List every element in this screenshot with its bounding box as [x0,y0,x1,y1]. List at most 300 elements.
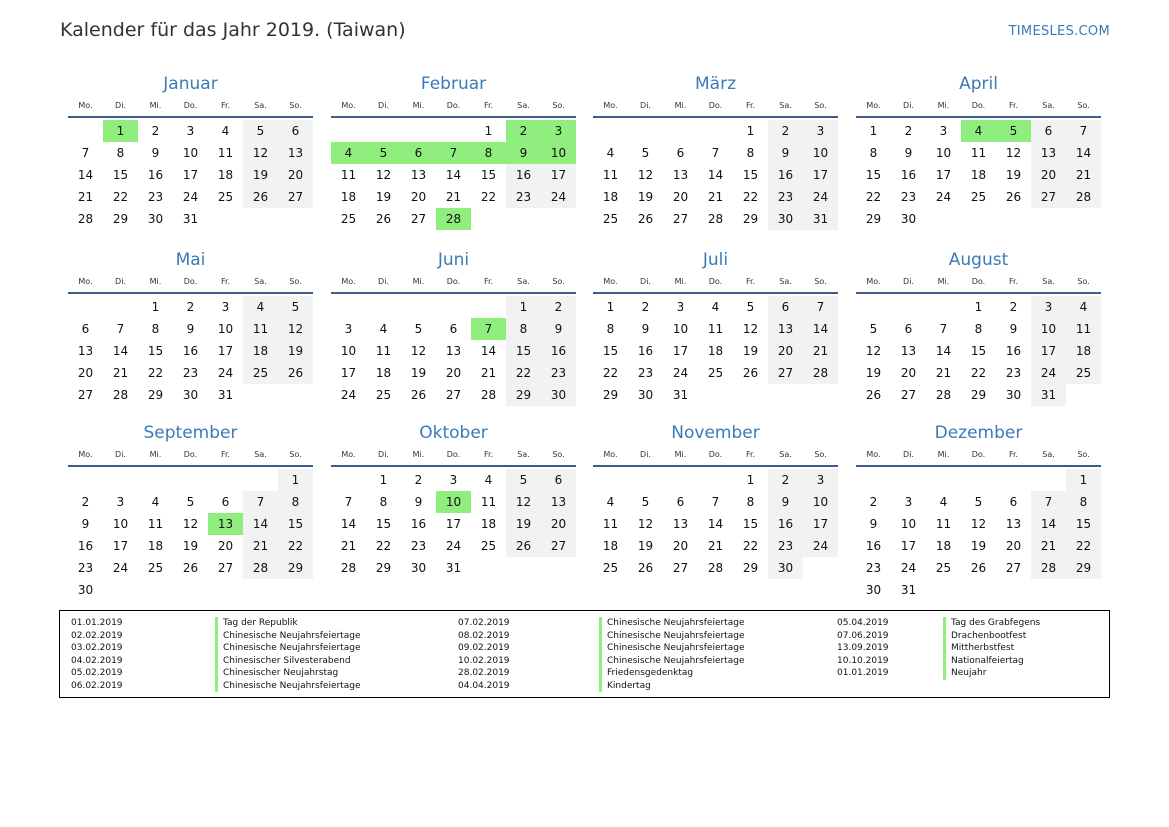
day-cell: 20 [672,539,689,553]
day-cell: 29 [112,212,129,226]
weekday-label: So. [814,101,827,110]
weekday-label: Do. [183,277,198,286]
day-cell: 24 [935,190,952,204]
day-cell: 21 [340,539,357,553]
weekday-label: Mo. [341,450,356,459]
month-juli [593,249,838,406]
day-cell: 25 [707,366,724,380]
weekday-label: Mo. [341,277,356,286]
header-rule [856,465,1101,467]
day-cell: 21 [77,190,94,204]
day-cell: 22 [602,366,619,380]
holiday-day-cell: 4 [961,120,996,142]
empty-cell [628,120,663,142]
day-cell: 29 [602,388,619,402]
holiday-day-cell: 7 [436,142,471,164]
day-cell: 28 [340,561,357,575]
holiday-day-cell: 3 [541,120,576,142]
weekday-label: Mo. [603,450,618,459]
day-cell: 2 [768,469,803,491]
day-cell: 16 [768,164,803,186]
day-cell: 24 [541,186,576,208]
day-cell: 27 [1031,186,1066,208]
weekday-label: Mi. [937,450,950,459]
weekday-header [68,99,313,113]
day-cell: 16 [900,168,917,182]
header-rule [593,465,838,467]
legend-date: 10.10.2019 [837,655,889,666]
day-cell: 23 [77,561,94,575]
weekday-label: Mi. [674,450,687,459]
month-august [856,249,1101,406]
day-cell: 8 [1066,491,1101,513]
weekday-label: Mo. [603,101,618,110]
day-cell: 18 [243,340,278,362]
day-cell: 11 [147,517,164,531]
day-cell: 12 [182,517,199,531]
day-cell: 20 [445,366,462,380]
day-grid [593,120,838,230]
day-cell: 13 [445,344,462,358]
day-cell: 31 [182,212,199,226]
weekday-label: Do. [183,101,198,110]
weekday-label: Sa. [517,277,530,286]
day-cell: 11 [1066,318,1101,340]
day-cell: 13 [541,491,576,513]
holiday-day-cell: 2 [506,120,541,142]
day-cell: 16 [410,517,427,531]
day-cell: 31 [445,561,462,575]
day-cell: 10 [1031,318,1066,340]
day-cell: 5 [974,495,983,509]
day-cell: 27 [410,212,427,226]
day-cell: 27 [278,186,313,208]
legend-date: 04.04.2019 [458,680,510,691]
day-cell: 23 [637,366,654,380]
day-cell: 3 [116,495,125,509]
day-cell: 21 [935,366,952,380]
empty-cell [593,120,628,142]
weekday-label: Mi. [149,277,162,286]
day-cell: 20 [1005,539,1022,553]
legend-date: 07.02.2019 [458,618,510,628]
day-cell: 1 [379,473,388,487]
day-cell: 15 [742,517,759,531]
day-cell: 9 [414,495,423,509]
day-cell: 6 [768,296,803,318]
legend-holiday-name: Chinesische Neujahrsfeiertage [215,680,360,693]
day-cell: 19 [243,164,278,186]
month-februar [331,73,576,230]
day-cell: 24 [112,561,129,575]
weekday-label: Do. [971,101,986,110]
day-cell: 6 [1031,120,1066,142]
empty-cell [208,469,243,491]
day-cell: 23 [768,535,803,557]
legend-holiday-name: Chinesischer Neujahrstag [215,667,360,680]
day-cell: 20 [410,190,427,204]
weekday-label: Fr. [220,101,231,110]
day-grid [856,469,1101,601]
empty-cell [401,296,436,318]
month-name: Dezember [934,423,1023,443]
weekday-label: Fr. [1008,101,1019,110]
day-cell: 21 [707,190,724,204]
weekday-label: Sa. [1042,277,1055,286]
day-cell: 11 [243,318,278,340]
day-cell: 25 [935,561,952,575]
day-cell: 28 [707,561,724,575]
day-cell: 31 [900,583,917,597]
weekday-label: Mi. [937,101,950,110]
day-cell: 7 [1066,120,1101,142]
day-cell: 13 [900,344,917,358]
legend-holiday-name: Chinesische Neujahrsfeiertage [599,655,744,668]
day-cell: 15 [970,344,987,358]
weekday-label: Mo. [866,277,881,286]
day-cell: 13 [77,344,94,358]
empty-cell [366,120,401,142]
day-cell: 21 [112,366,129,380]
empty-cell [436,120,471,142]
weekday-label: Mi. [149,450,162,459]
weekday-label: So. [814,450,827,459]
month-november [593,422,838,579]
day-cell: 24 [1031,362,1066,384]
day-cell: 3 [904,495,913,509]
day-cell: 28 [1066,186,1101,208]
day-cell: 30 [768,557,803,579]
day-cell: 27 [217,561,234,575]
day-cell: 6 [449,322,458,336]
header-rule [68,292,313,294]
day-cell: 30 [410,561,427,575]
header-rule [856,292,1101,294]
month-mai [68,249,313,406]
day-cell: 27 [541,535,576,557]
day-cell: 29 [1066,557,1101,579]
day-cell: 18 [340,190,357,204]
day-cell: 12 [970,517,987,531]
empty-cell [401,120,436,142]
day-cell: 9 [869,517,878,531]
day-cell: 20 [1031,164,1066,186]
day-cell: 19 [182,539,199,553]
day-cell: 9 [81,517,90,531]
day-cell: 16 [147,168,164,182]
day-cell: 12 [637,168,654,182]
day-cell: 21 [243,535,278,557]
day-cell: 19 [1005,168,1022,182]
weekday-header [68,448,313,462]
day-cell: 3 [676,300,685,314]
day-cell: 1 [278,469,313,491]
weekday-label: Di. [903,277,914,286]
day-cell: 21 [707,539,724,553]
day-cell: 7 [344,495,353,509]
day-cell: 25 [243,362,278,384]
day-cell: 8 [974,322,983,336]
day-cell: 11 [480,495,497,509]
day-cell: 20 [541,513,576,535]
day-cell: 17 [803,513,838,535]
day-cell: 22 [506,362,541,384]
holiday-day-cell: 10 [436,491,471,513]
day-cell: 10 [935,146,952,160]
day-cell: 16 [77,539,94,553]
weekday-label: Di. [903,101,914,110]
legend-date: 03.02.2019 [71,643,123,653]
weekday-label: Mo. [78,101,93,110]
legend-holiday-name: Chinesische Neujahrsfeiertage [215,630,360,643]
weekday-label: Sa. [517,450,530,459]
holiday-day-cell: 8 [471,142,506,164]
holiday-day-cell: 5 [996,120,1031,142]
day-cell: 28 [935,388,952,402]
month-name: August [948,250,1009,270]
day-cell: 14 [243,513,278,535]
weekday-label: So. [1077,450,1090,459]
day-cell: 15 [1066,513,1101,535]
weekday-label: Fr. [745,277,756,286]
day-cell: 14 [445,168,462,182]
day-cell: 16 [637,344,654,358]
day-cell: 30 [147,212,164,226]
empty-cell [891,469,926,491]
empty-cell [961,469,996,491]
day-cell: 20 [278,164,313,186]
weekday-label: Fr. [220,277,231,286]
site-link[interactable]: TIMESLES.COM [1008,24,1110,39]
day-cell: 18 [707,344,724,358]
weekday-label: Mo. [341,101,356,110]
day-cell: 18 [602,539,619,553]
day-grid [856,120,1101,230]
day-cell: 22 [147,366,164,380]
day-cell: 8 [506,318,541,340]
day-cell: 15 [602,344,619,358]
empty-cell [698,469,733,491]
day-cell: 22 [742,190,759,204]
month-name: Juni [437,250,470,270]
day-cell: 26 [506,535,541,557]
month-name: Januar [163,74,218,94]
day-cell: 19 [278,340,313,362]
weekday-label: Sa. [779,450,792,459]
day-cell: 19 [970,539,987,553]
legend-date: 13.09.2019 [837,643,889,653]
day-cell: 2 [151,124,160,138]
weekday-label: Di. [115,450,126,459]
month-märz [593,73,838,230]
day-cell: 4 [711,300,720,314]
day-cell: 8 [606,322,615,336]
legend-holiday-name: Drachenbootfest [943,630,1040,643]
day-cell: 12 [506,491,541,513]
day-cell: 14 [803,318,838,340]
weekday-label: Sa. [779,277,792,286]
day-cell: 25 [970,190,987,204]
legend-date: 01.01.2019 [71,618,123,628]
empty-cell [926,469,961,491]
day-cell: 26 [278,362,313,384]
empty-cell [103,469,138,491]
day-cell: 7 [1031,491,1066,513]
weekday-label: Di. [115,101,126,110]
weekday-label: Mi. [412,101,425,110]
day-cell: 10 [803,491,838,513]
weekday-label: Mi. [674,277,687,286]
month-name: Mai [175,250,206,270]
day-cell: 11 [935,517,952,531]
day-cell: 16 [1005,344,1022,358]
legend-name-column [943,617,1040,680]
day-cell: 4 [484,473,493,487]
header-rule [68,116,313,118]
day-cell: 3 [186,124,195,138]
day-cell: 16 [865,539,882,553]
day-cell: 26 [375,212,392,226]
header-rule [593,116,838,118]
legend-date: 05.02.2019 [71,668,123,678]
day-cell: 25 [1066,362,1101,384]
empty-cell [331,296,366,318]
month-september [68,422,313,601]
day-grid [593,469,838,579]
day-cell: 11 [602,517,619,531]
day-cell: 21 [480,366,497,380]
day-cell: 8 [746,146,755,160]
day-cell: 7 [711,146,720,160]
weekday-label: Fr. [483,101,494,110]
weekday-label: Di. [640,277,651,286]
weekday-label: Mo. [603,277,618,286]
empty-cell [68,469,103,491]
day-cell: 7 [243,491,278,513]
day-cell: 14 [707,517,724,531]
day-cell: 8 [746,495,755,509]
day-cell: 5 [746,300,755,314]
day-cell: 29 [375,561,392,575]
day-cell: 17 [900,539,917,553]
day-cell: 16 [182,344,199,358]
day-cell: 12 [637,517,654,531]
day-cell: 19 [637,190,654,204]
day-cell: 6 [904,322,913,336]
empty-cell [891,296,926,318]
day-cell: 13 [1031,142,1066,164]
day-cell: 10 [803,142,838,164]
day-cell: 28 [1031,557,1066,579]
empty-cell [138,469,173,491]
day-cell: 25 [375,388,392,402]
day-cell: 12 [243,142,278,164]
day-cell: 17 [1031,340,1066,362]
legend-date-column [71,617,123,692]
legend-holiday-name: Nationalfeiertag [943,655,1040,668]
month-name: September [143,423,238,443]
day-cell: 10 [217,322,234,336]
weekday-label: Do. [708,101,723,110]
day-cell: 2 [81,495,90,509]
day-cell: 28 [112,388,129,402]
weekday-label: Mo. [866,450,881,459]
day-cell: 5 [641,146,650,160]
day-cell: 4 [939,495,948,509]
weekday-label: Sa. [254,101,267,110]
legend-name-column [215,617,360,692]
weekday-label: So. [289,450,302,459]
day-cell: 22 [970,366,987,380]
weekday-label: Di. [640,101,651,110]
day-cell: 25 [480,539,497,553]
weekday-label: Sa. [779,101,792,110]
empty-cell [856,469,891,491]
day-cell: 14 [77,168,94,182]
day-cell: 26 [1005,190,1022,204]
legend-name-column [599,617,744,692]
day-cell: 30 [768,208,803,230]
month-name: März [695,74,736,94]
day-cell: 22 [278,535,313,557]
day-cell: 10 [672,322,689,336]
day-cell: 9 [186,322,195,336]
day-cell: 26 [637,212,654,226]
weekday-label: Mo. [866,101,881,110]
day-cell: 14 [1066,142,1101,164]
weekday-label: So. [289,101,302,110]
day-cell: 1 [746,124,755,138]
day-cell: 3 [803,120,838,142]
day-cell: 1 [151,300,160,314]
day-cell: 11 [707,322,724,336]
holiday-day-cell: 6 [401,142,436,164]
header-rule [331,465,576,467]
day-cell: 27 [768,362,803,384]
day-cell: 14 [480,344,497,358]
legend-holiday-name: Chinesische Neujahrsfeiertage [599,617,744,630]
day-grid [331,120,576,230]
day-cell: 5 [278,296,313,318]
day-cell: 31 [217,388,234,402]
day-cell: 28 [707,212,724,226]
day-cell: 27 [445,388,462,402]
legend-date: 07.06.2019 [837,630,889,641]
weekday-label: So. [552,101,565,110]
weekday-label: Sa. [1042,101,1055,110]
day-cell: 10 [340,344,357,358]
day-cell: 14 [112,344,129,358]
day-cell: 13 [672,168,689,182]
day-cell: 5 [641,495,650,509]
day-cell: 8 [151,322,160,336]
day-cell: 22 [1066,535,1101,557]
legend-holiday-name: Neujahr [943,667,1040,680]
day-cell: 10 [900,517,917,531]
weekday-label: Mo. [78,277,93,286]
holiday-day-cell: 7 [471,318,506,340]
day-cell: 15 [147,344,164,358]
month-dezember [856,422,1101,601]
day-cell: 4 [379,322,388,336]
day-cell: 13 [768,318,803,340]
day-cell: 13 [410,168,427,182]
day-cell: 13 [672,517,689,531]
day-cell: 6 [1009,495,1018,509]
legend-holiday-name: Mittherbstfest [943,642,1040,655]
day-cell: 20 [900,366,917,380]
day-cell: 29 [506,384,541,406]
